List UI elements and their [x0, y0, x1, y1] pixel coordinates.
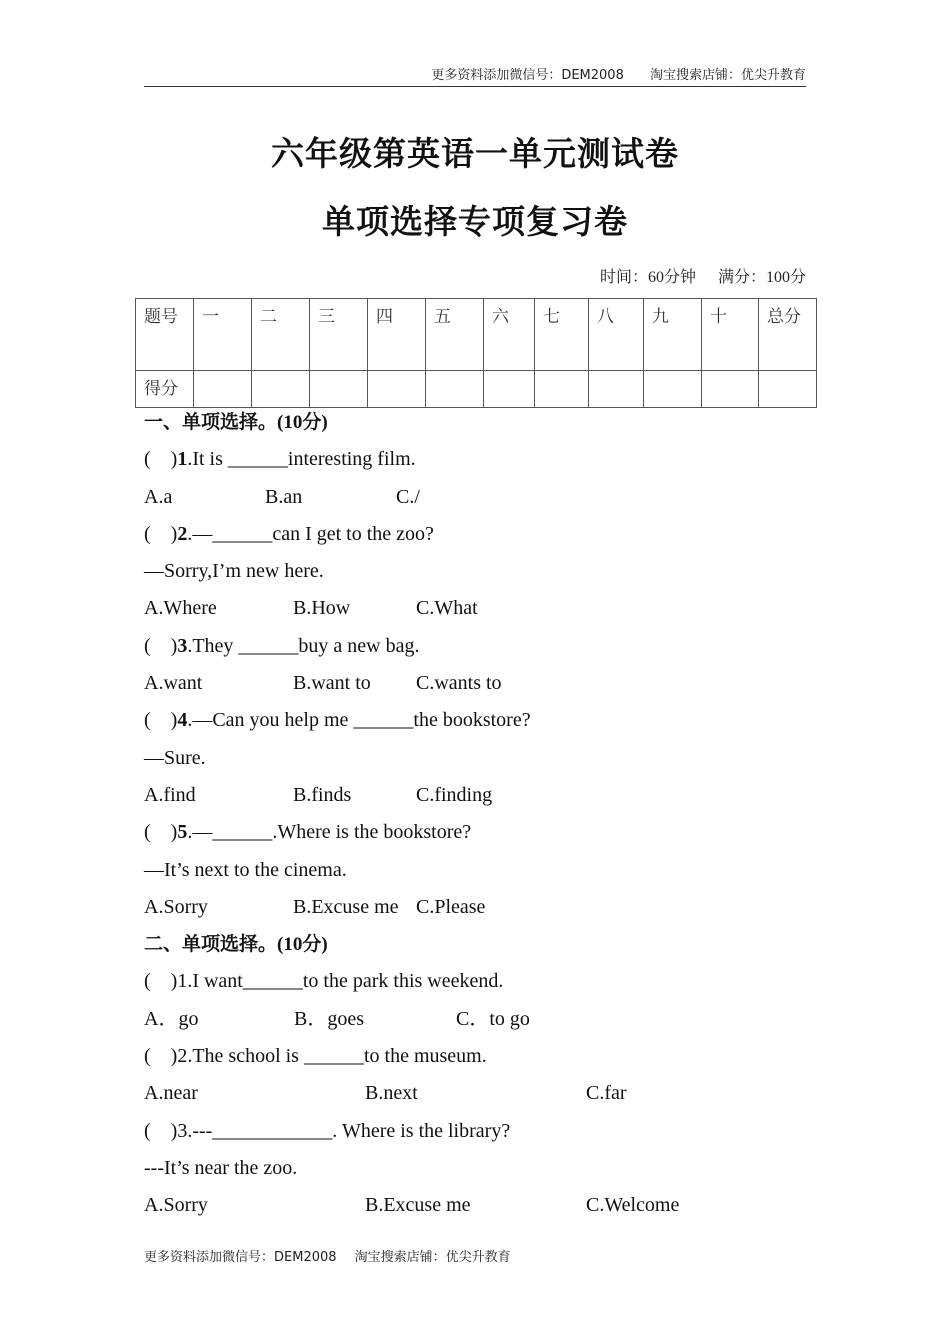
question-text: .—Can you help me ______the bookstore? [187, 709, 531, 732]
option-c: C.finding [416, 783, 493, 806]
option-c: C.Welcome [586, 1194, 680, 1217]
score-table-cell: 总分 [759, 299, 817, 371]
option-row [144, 590, 824, 627]
option-c: C．to go [456, 1007, 530, 1030]
option-a: A.Sorry [144, 1194, 208, 1217]
option-b: B.How [293, 597, 351, 620]
score-cell-empty [368, 371, 426, 408]
question-number: 3 [177, 634, 188, 657]
footer-shop: 淘宝搜索店铺：优尖升教育 [354, 1250, 511, 1265]
option-b: B.Excuse me [365, 1194, 471, 1217]
option-c: C.far [586, 1082, 627, 1105]
score-table-cell: 四 [368, 299, 426, 371]
option-row [144, 479, 824, 516]
question-number: 1 [177, 448, 188, 471]
question-text: .—______.Where is the bookstore? [187, 821, 472, 844]
question-reply: —It’s next to the cinema. [144, 858, 347, 881]
score-cell-empty [589, 371, 644, 408]
answer-bracket[interactable]: ( ) [144, 634, 178, 657]
question-stem [144, 516, 824, 553]
question-stem [144, 628, 824, 665]
score-cell-empty [759, 371, 817, 408]
score-table-cell: 五 [426, 299, 484, 371]
exam-meta [582, 264, 806, 287]
option-b: B.want to [293, 672, 371, 695]
option-a: A.want [144, 672, 203, 695]
exam-full-score: 满分：100分 [717, 269, 806, 286]
score-table-cell: 七 [535, 299, 589, 371]
score-table [135, 298, 817, 408]
question-number: 4 [177, 709, 188, 732]
score-table-cell: 六 [484, 299, 535, 371]
option-row [144, 1075, 824, 1112]
score-table-cell: 十 [702, 299, 759, 371]
question-stem: ( )1.I want______to the park this weekend. [144, 970, 504, 993]
footer-wechat: 更多资料添加微信号：DEM2008 [144, 1250, 337, 1265]
score-table-cell: 得分 [136, 371, 194, 408]
question-text: .—______can I get to the zoo? [187, 522, 434, 545]
option-row [144, 1187, 824, 1224]
score-cell-empty [535, 371, 589, 408]
option-a: A.a [144, 485, 173, 508]
question-stem: ( )2.The school is ______to the museum. [144, 1045, 487, 1068]
page-title: 六年级第英语一单元测试卷 [271, 134, 679, 173]
score-table-cell: 题号 [136, 299, 194, 371]
answer-bracket[interactable]: ( ) [144, 448, 178, 471]
score-cell-empty [252, 371, 310, 408]
option-a: A.Sorry [144, 895, 208, 918]
score-table-cell: 二 [252, 299, 310, 371]
question-reply: ---It’s near the zoo. [144, 1156, 298, 1179]
header-shop: 淘宝搜索店铺：优尖升教育 [649, 68, 806, 83]
option-a: A.Where [144, 597, 217, 620]
exam-content [144, 404, 824, 1225]
option-row [144, 889, 824, 926]
answer-bracket[interactable]: ( ) [144, 821, 178, 844]
score-table-cell: 三 [310, 299, 368, 371]
option-row [144, 1001, 824, 1038]
option-b: B.finds [293, 783, 352, 806]
option-a: A.near [144, 1082, 198, 1105]
score-cell-empty [426, 371, 484, 408]
header-wechat: 更多资料添加微信号：DEM2008 [431, 68, 624, 83]
question-number: 5 [177, 821, 188, 844]
option-c: C.What [416, 597, 478, 620]
score-cell-empty [484, 371, 535, 408]
score-cell-empty [194, 371, 252, 408]
page-header [144, 64, 806, 87]
score-cell-empty [702, 371, 759, 408]
option-a: A.find [144, 783, 196, 806]
answer-bracket[interactable]: ( ) [144, 709, 178, 732]
question-stem: ( )3.---____________. Where is the library? [144, 1119, 511, 1142]
exam-time: 时间：60分钟 [599, 269, 696, 286]
option-c: C.wants to [416, 672, 502, 695]
question-reply: —Sure. [144, 746, 206, 769]
option-row [144, 665, 824, 702]
question-text: .They ______buy a new bag. [187, 634, 420, 657]
question-reply: —Sorry,I’m new here. [144, 560, 324, 583]
option-c: C.Please [416, 895, 486, 918]
option-b: B．goes [294, 1007, 364, 1030]
question-stem [144, 702, 824, 739]
page-footer [144, 1246, 525, 1265]
option-c: C./ [396, 485, 420, 508]
question-stem [144, 814, 824, 851]
option-b: B.Excuse me [293, 895, 399, 918]
option-b: B.next [365, 1082, 418, 1105]
score-table-cell: 八 [589, 299, 644, 371]
score-table-cell: 九 [644, 299, 702, 371]
option-b: B.an [265, 485, 303, 508]
score-table-header-row [136, 299, 817, 371]
option-a: A．go [144, 1007, 199, 1030]
page-subtitle: 单项选择专项复习卷 [322, 202, 628, 241]
score-cell-empty [644, 371, 702, 408]
option-row [144, 777, 824, 814]
score-cell-empty [310, 371, 368, 408]
question-text: .It is ______interesting film. [187, 448, 416, 471]
question-stem [144, 441, 824, 478]
question-number: 2 [177, 522, 188, 545]
answer-bracket[interactable]: ( ) [144, 522, 178, 545]
score-table-cell: 一 [194, 299, 252, 371]
section-heading: 一、单项选择。(10分) [144, 412, 328, 433]
score-table-score-row [136, 371, 817, 408]
section-heading: 二、单项选择。(10分) [144, 934, 328, 956]
